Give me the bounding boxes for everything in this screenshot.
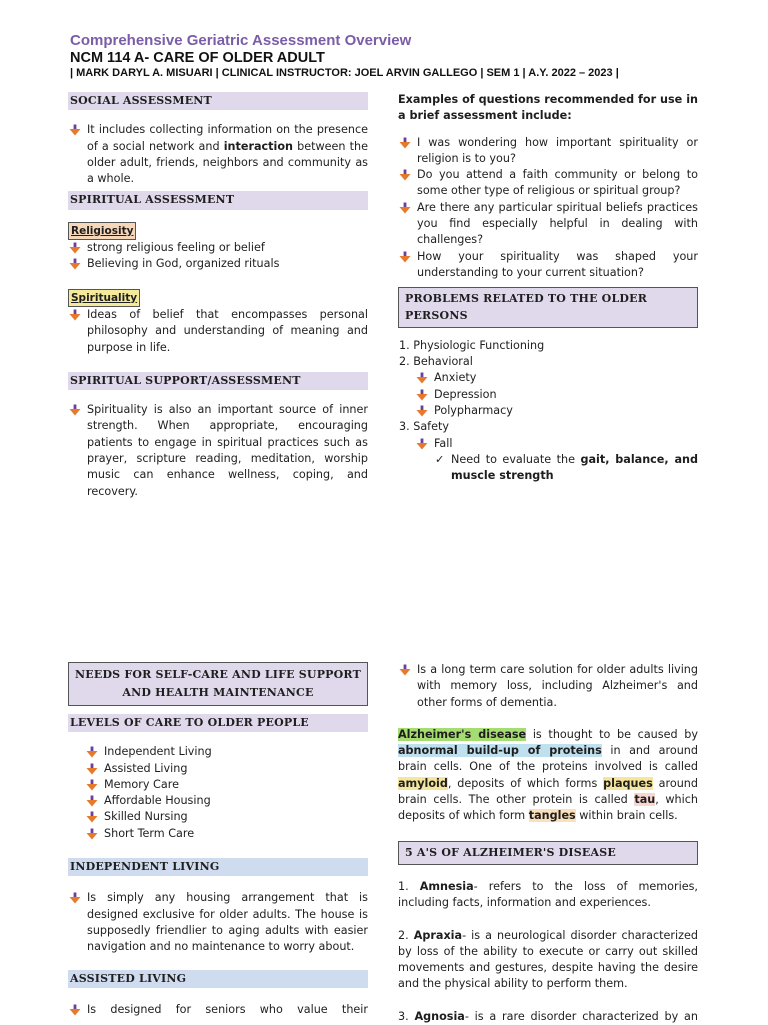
level-item: Affordable Housing	[85, 793, 368, 809]
left-column-bottom	[68, 662, 368, 1018]
religiosity-label: Religiosity	[68, 222, 136, 240]
example-question: Are there any particular spiritual beliefs practices you find especially helpful in dealing with challenges?	[398, 200, 698, 249]
arrow-down-bullet-icon	[399, 664, 411, 676]
arrow-down-bullet-icon	[86, 746, 98, 758]
spiritual-assessment-heading: SPIRITUAL ASSESSMENT	[68, 191, 368, 209]
needs-heading: NEEDS FOR SELF-CARE AND LIFE SUPPORT AND HEALTH MAINTENANCE	[68, 662, 368, 706]
religiosity-item: strong religious feeling or belief	[68, 240, 368, 256]
social-bullet	[68, 122, 368, 187]
assisted-living-heading: ASSISTED LIVING	[68, 970, 368, 988]
social-text-1: It includes collecting information on the presence of a social network and	[87, 123, 368, 153]
arrow-down-bullet-icon	[416, 372, 428, 384]
behavioral-item: Polypharmacy	[415, 403, 698, 419]
social-text-2: between the older adult, friends, neighbors and community as a whole.	[87, 139, 368, 186]
apraxia-item: 2. Apraxia- is a neurological disorder characterized by loss of the ability to execute or carry out skilled movements and gestures, despite having the desire and the physical ability to perform them.	[398, 928, 699, 991]
document-title: Comprehensive Geriatric Assessment Overview	[70, 32, 412, 49]
right-column-bottom	[398, 662, 698, 1025]
arrow-down-bullet-icon	[86, 779, 98, 791]
level-item: Memory Care	[85, 777, 368, 793]
arrow-down-bullet-icon	[86, 795, 98, 807]
example-question: I was wondering how important spirituality or religion is to you?	[398, 135, 698, 168]
problem-item: 1. Physiologic Functioning	[399, 338, 545, 352]
arrow-down-bullet-icon	[416, 389, 428, 401]
arrow-down-bullet-icon	[69, 242, 81, 254]
spiritual-support-bullet: Spirituality is also an important source of inner strength. When appropriate, encouraging patients to engage in spiritual practices such as prayer, scripture reading, meditation, worship music can enhance wellness, coping, and recovery.	[68, 402, 368, 500]
social-assessment-heading: SOCIAL ASSESSMENT	[68, 92, 368, 110]
example-question: Do you attend a faith community or belong to some other type of religious or spiritual group?	[398, 167, 698, 200]
social-text-bold: interaction	[223, 139, 293, 153]
problems-heading: PROBLEMS RELATED TO THE OLDER PERSONS	[398, 287, 698, 328]
spirituality-label: Spirituality	[68, 289, 140, 307]
left-column-top	[68, 92, 368, 500]
spiritual-support-heading: SPIRITUAL SUPPORT/ASSESSMENT	[68, 372, 368, 390]
arrow-down-bullet-icon	[86, 811, 98, 823]
level-item: Assisted Living	[85, 761, 368, 777]
arrow-down-bullet-icon	[69, 309, 81, 321]
safety-item: Fall	[415, 436, 698, 452]
five-as-heading: 5 A'S OF ALZHEIMER'S DISEASE	[398, 841, 698, 865]
independent-living-heading: INDEPENDENT LIVING	[68, 858, 368, 876]
right-column-top	[398, 92, 698, 485]
problem-item: 3. Safety	[399, 420, 450, 434]
examples-intro: Examples of questions recommended for use in a brief assessment include:	[398, 93, 698, 123]
arrow-down-bullet-icon	[399, 169, 411, 181]
arrow-down-bullet-icon	[416, 405, 428, 417]
arrow-down-bullet-icon	[69, 258, 81, 270]
behavioral-item: Anxiety	[415, 370, 698, 386]
alzheimers-paragraph: Alzheimer's disease is thought to be caused by abnormal build-up of proteins in and around brain cells. One of the proteins involved is called amyloid, deposits of which forms plaques around brain cells. The other protein is called tau, which deposits of which form tangles within brain cells.	[398, 727, 698, 823]
arrow-down-bullet-icon	[86, 828, 98, 840]
agnosia-item: 3. Agnosia- is a rare disorder characterized by an	[398, 1009, 698, 1023]
level-item: Short Term Care	[85, 826, 368, 842]
arrow-down-bullet-icon	[86, 763, 98, 775]
arrow-down-bullet-icon	[69, 404, 81, 416]
arrow-down-bullet-icon	[416, 438, 428, 450]
arrow-down-bullet-icon	[399, 202, 411, 214]
independent-living-bullet: Is simply any housing arrangement that is designed exclusive for older adults. The house is supposedly friendlier to aging adults with easier navigation and no maintenance to worry about.	[68, 890, 368, 955]
example-question: How your spirituality was shaped your understanding to your current situation?	[398, 249, 698, 282]
safety-check: ✓ Need to evaluate the gait, balance, and muscle strength	[435, 452, 698, 483]
level-item: Independent Living	[85, 744, 368, 760]
arrow-down-bullet-icon	[69, 1004, 81, 1016]
arrow-down-bullet-icon	[69, 892, 81, 904]
problem-item: 2. Behavioral	[399, 355, 473, 369]
behavioral-item: Depression	[415, 387, 698, 403]
memory-care-bullet: Is a long term care solution for older adults living with memory loss, including Alzheimer's and other forms of dementia.	[398, 662, 698, 711]
amnesia-item: 1. Amnesia- refers to the loss of memories, including facts, information and experiences.	[398, 879, 698, 910]
course-title: NCM 114 A- CARE OF OLDER ADULT	[70, 50, 325, 66]
spirituality-item: Ideas of belief that encompasses personal philosophy and understanding of meaning and purpose in life.	[68, 307, 368, 356]
arrow-down-bullet-icon	[69, 124, 81, 136]
religiosity-item: Believing in God, organized rituals	[68, 256, 368, 272]
arrow-down-bullet-icon	[399, 251, 411, 263]
level-item: Skilled Nursing	[85, 809, 368, 825]
author-meta: | MARK DARYL A. MISUARI | CLINICAL INSTRUCTOR: JOEL ARVIN GALLEGO | SEM 1 | A.Y. 2022 – 2023 |	[70, 67, 619, 79]
levels-heading: LEVELS OF CARE TO OLDER PEOPLE	[68, 714, 368, 732]
check-icon: ✓	[435, 452, 445, 466]
arrow-down-bullet-icon	[399, 137, 411, 149]
assisted-living-bullet: Is designed for seniors who value their	[68, 1002, 368, 1018]
